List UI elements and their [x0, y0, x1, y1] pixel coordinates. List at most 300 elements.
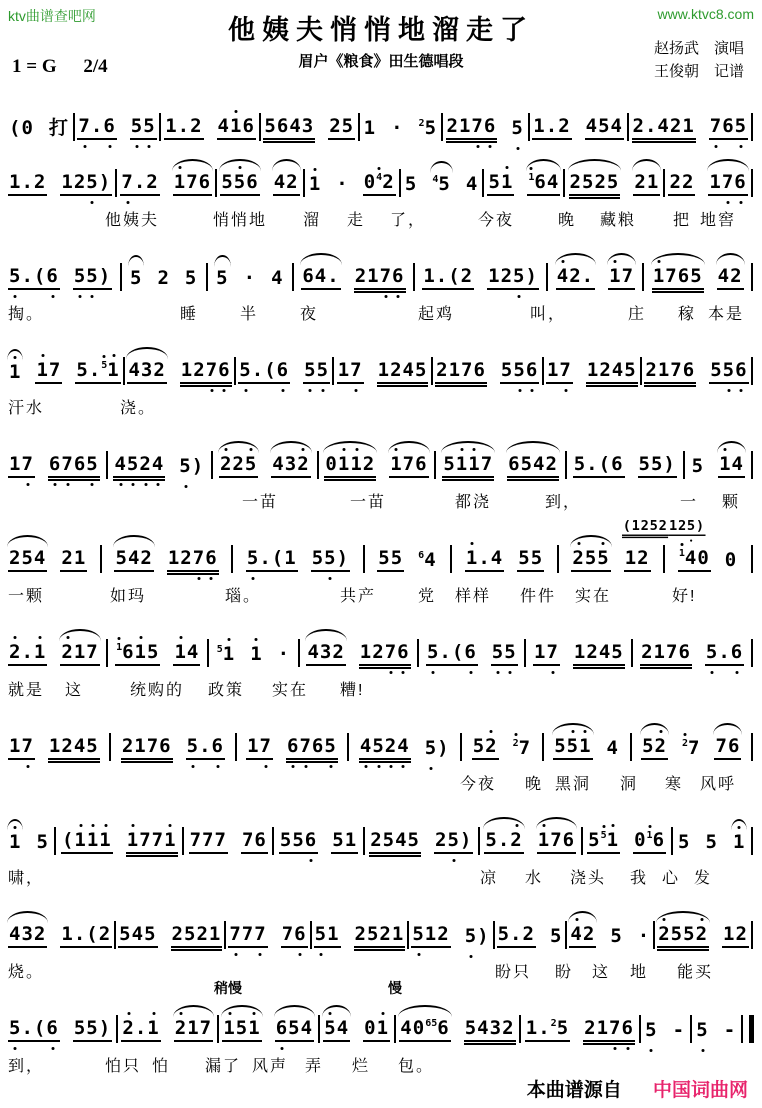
- note-char: 2: [193, 359, 206, 382]
- note-char: 2: [180, 547, 193, 570]
- measure: [220, 172, 299, 196]
- system-line-9: [8, 810, 754, 889]
- note-token-slur: [657, 924, 709, 948]
- note-char: 4: [217, 115, 230, 138]
- octave-dot-above: [178, 166, 181, 169]
- note-char: 2: [190, 115, 203, 138]
- measure: [484, 830, 576, 854]
- note-char: 2: [522, 923, 535, 946]
- note-char: 7: [665, 641, 679, 664]
- octave-dot-below: [711, 671, 714, 674]
- note-char: 5: [465, 926, 477, 948]
- note-char: 4: [400, 1017, 413, 1040]
- note-token-slur: [301, 266, 340, 290]
- note-token: [638, 454, 677, 478]
- note-char: 0: [412, 1017, 426, 1040]
- note-token: [418, 118, 438, 140]
- note-token: [411, 924, 450, 948]
- measure: [569, 172, 661, 196]
- barline: [751, 639, 753, 667]
- barline: [100, 545, 102, 573]
- note-token: [173, 642, 200, 666]
- barline: [417, 639, 419, 667]
- note-char: 1: [668, 517, 678, 534]
- note-char: 3: [319, 641, 333, 664]
- octave-dot-above: [542, 824, 545, 827]
- note-char: 2: [500, 265, 514, 288]
- note-char: 5: [497, 923, 511, 946]
- measure: [238, 360, 330, 384]
- note-token: [624, 548, 651, 572]
- note-token: [180, 360, 232, 384]
- barline: [751, 733, 753, 761]
- note-char: 4: [127, 547, 141, 570]
- note-token: [60, 548, 87, 572]
- note-token-slur: [220, 172, 259, 196]
- note-token: [354, 266, 406, 290]
- barline: [363, 827, 365, 855]
- note-char: ): [98, 1017, 112, 1040]
- note-token: [644, 360, 696, 384]
- note-char: 6: [302, 265, 315, 288]
- barline: [450, 545, 452, 573]
- note-char: 5: [723, 360, 735, 382]
- note-char: 5: [518, 547, 531, 570]
- note-token: [303, 360, 330, 384]
- note-char: .: [21, 171, 34, 194]
- barline: [546, 263, 548, 291]
- octave-dot-below: [390, 765, 393, 768]
- barline: [493, 921, 495, 949]
- note-char: 6: [534, 171, 547, 194]
- note-char: 4: [307, 641, 320, 664]
- note-token: [404, 174, 418, 196]
- note-char: 4: [657, 115, 670, 138]
- octave-dot-below: [377, 765, 380, 768]
- lyric-syllable: 地窖: [700, 212, 737, 229]
- octave-dot-below: [54, 483, 57, 486]
- note-char: .: [199, 735, 212, 758]
- note-token: [573, 642, 625, 666]
- note-char: 2: [582, 923, 596, 946]
- note-char: 6: [415, 453, 428, 476]
- note-char: 7: [385, 642, 397, 664]
- barline: [298, 639, 300, 667]
- note-char: ·: [336, 173, 349, 196]
- octave-dot-below: [91, 295, 94, 298]
- note-char: 7: [715, 735, 728, 758]
- octave-dot-below: [252, 577, 255, 580]
- octave-dot-above: [179, 636, 182, 639]
- note-char: 4: [610, 115, 623, 138]
- octave-dot-below: [91, 201, 94, 204]
- note-char: (: [451, 641, 465, 664]
- note-token: [705, 642, 744, 666]
- note-char: 4: [114, 454, 126, 476]
- note-char: 5: [187, 736, 199, 758]
- octave-dot-below: [496, 671, 499, 674]
- system-line-4: [8, 340, 754, 419]
- site-url-right: www.ktvc8.com: [657, 6, 754, 22]
- barline: [73, 113, 75, 141]
- note-char: 5: [86, 266, 98, 288]
- octave-dot-below: [197, 577, 200, 580]
- note-char: 5: [324, 548, 336, 570]
- octave-dot-above: [235, 110, 238, 113]
- note-char: 6: [49, 454, 61, 476]
- note-char: 5: [554, 735, 567, 758]
- note-token: [472, 736, 499, 760]
- lyrics-row: [8, 583, 754, 607]
- note-char: 5: [378, 547, 391, 570]
- measure: [164, 116, 256, 140]
- measure: [222, 1018, 314, 1042]
- note-char: 2: [140, 547, 153, 570]
- octave-dot-below: [417, 953, 420, 956]
- measure: [668, 172, 747, 196]
- measure: [8, 172, 112, 196]
- note-char: 1: [174, 172, 186, 194]
- lyric-syllable: 这: [592, 964, 611, 981]
- note-char: (: [271, 547, 285, 570]
- note-char: 1: [9, 171, 22, 194]
- measure: [487, 172, 560, 196]
- note-char: 2: [460, 265, 474, 288]
- note-char: 7: [518, 737, 532, 760]
- octave-dot-above: [253, 1012, 256, 1015]
- note-char: 5: [129, 267, 143, 290]
- note-token: [517, 548, 544, 572]
- note-char: 4: [477, 1017, 490, 1040]
- lyric-syllable: 浇。: [120, 400, 157, 417]
- note-char: .: [73, 923, 87, 946]
- octave-dot-above: [103, 355, 106, 358]
- note-char: 5: [567, 736, 579, 758]
- barline: [581, 827, 583, 855]
- note-token: [363, 172, 396, 196]
- note-char: 1: [9, 453, 22, 476]
- note-token: [8, 266, 60, 290]
- notation-row: [8, 1015, 754, 1042]
- lyric-syllable: 黑洞: [555, 776, 592, 793]
- note-char: 1: [424, 923, 438, 946]
- note-token: [243, 268, 257, 290]
- note-token: [311, 548, 350, 572]
- note-char: 2: [196, 923, 209, 946]
- note-char: ·: [243, 267, 257, 290]
- note-char: 2: [33, 923, 47, 946]
- note-char: 2: [669, 171, 682, 194]
- note-char: 5: [311, 547, 325, 570]
- measure: [219, 454, 311, 478]
- barline: [303, 169, 305, 197]
- lyric-syllable: 藏粮: [600, 212, 637, 229]
- lyric-syllable: 漏了: [205, 1058, 242, 1075]
- note-char: 1: [501, 172, 513, 194]
- note-token: [609, 926, 623, 948]
- barline: [528, 113, 530, 141]
- note-char: 2: [485, 736, 497, 758]
- note-token: [73, 266, 112, 290]
- octave-dot-above: [659, 730, 662, 733]
- note-token: [363, 1018, 390, 1042]
- note-token: [354, 924, 406, 948]
- note-token: [359, 736, 411, 760]
- note-token: [8, 454, 35, 478]
- measure: [121, 736, 225, 760]
- note-token-slur: [324, 454, 376, 478]
- octave-dot-below: [714, 145, 717, 148]
- note-char: -: [723, 1019, 737, 1042]
- note-char: 2: [634, 171, 647, 194]
- measure: [553, 736, 620, 760]
- note-char: 5: [412, 924, 424, 946]
- note-token: [422, 266, 474, 290]
- note-token: [587, 830, 620, 854]
- note-token: [156, 268, 170, 290]
- notation-row: [8, 357, 754, 384]
- note-char: 4: [570, 924, 582, 946]
- note-char: 1: [534, 641, 547, 664]
- octave-dot-below: [14, 1047, 17, 1050]
- note-char: 2: [640, 517, 650, 534]
- note-char: 1: [135, 642, 147, 664]
- note-token-slur: [8, 362, 22, 384]
- note-char: 5: [691, 455, 705, 478]
- barline: [394, 1015, 396, 1043]
- lyric-syllable: 溜: [303, 212, 322, 229]
- octave-dot-above: [179, 1012, 182, 1015]
- note-char: 2: [379, 923, 392, 946]
- note-char: 7: [121, 172, 133, 194]
- note-char: 2: [98, 923, 112, 946]
- note-token-slur: [442, 454, 494, 478]
- lyric-syllable: 洞: [620, 776, 639, 793]
- barline: [347, 733, 349, 761]
- octave-dot-below: [564, 389, 567, 392]
- note-char: 1: [134, 735, 147, 758]
- note-token: [189, 830, 228, 854]
- note-char: 5: [735, 116, 747, 138]
- note-char: 7: [550, 829, 563, 852]
- note-token: [465, 174, 479, 196]
- note-char: (: [61, 829, 75, 852]
- note-char: 4: [152, 454, 164, 476]
- lyrics-row: [8, 395, 754, 419]
- note-char: 5: [341, 115, 355, 138]
- note-char: 7: [214, 829, 227, 852]
- note-char: 4: [271, 267, 284, 290]
- note-char: 5: [390, 547, 404, 570]
- note-char: 5: [184, 267, 198, 290]
- note-token-slur: [8, 548, 47, 572]
- note-token: [722, 924, 749, 948]
- note-char: 7: [380, 266, 392, 288]
- note-char: 5: [645, 1020, 657, 1042]
- octave-dot-below: [83, 145, 86, 148]
- note-char: 2: [502, 1017, 515, 1040]
- note-char: 5: [464, 1017, 478, 1040]
- barline: [663, 169, 665, 197]
- barline: [115, 169, 117, 197]
- note-char: .: [586, 453, 599, 476]
- note-token: [120, 172, 159, 196]
- measure: [691, 454, 745, 478]
- octave-dot-below: [299, 953, 302, 956]
- octave-dot-above: [169, 824, 172, 827]
- note-token: [640, 642, 692, 666]
- note-token: [691, 456, 705, 478]
- octave-dot-below: [626, 1047, 629, 1050]
- note-char: 4: [533, 453, 546, 476]
- lyrics-row: [8, 301, 754, 325]
- note-char: 2: [696, 924, 708, 946]
- note-char: (: [598, 453, 612, 476]
- grace-digit: 5: [216, 644, 223, 656]
- note-char: 5: [119, 923, 132, 946]
- note-char: 5: [597, 548, 609, 570]
- octave-dot-below: [310, 859, 313, 862]
- note-char: 2: [297, 454, 309, 476]
- measure: [314, 924, 406, 948]
- note-char: 5: [447, 830, 459, 852]
- note-char: 6: [277, 360, 289, 382]
- note-char: 0: [21, 117, 34, 140]
- lyric-syllable: 烂: [352, 1058, 371, 1075]
- note-token: [644, 1020, 658, 1042]
- note-char: 5: [500, 359, 514, 382]
- lyric-syllable: 好!: [672, 588, 697, 605]
- octave-dot-above: [658, 260, 661, 263]
- note-char: 1: [284, 547, 297, 570]
- note-char: 5: [511, 118, 523, 140]
- grace-digit: 1: [647, 830, 653, 842]
- barline: [631, 639, 633, 667]
- measure: [532, 116, 624, 140]
- measure: [337, 360, 429, 384]
- note-char: 5: [73, 1017, 87, 1040]
- note-char: 1: [423, 265, 436, 288]
- lyric-syllable: 糟!: [340, 682, 365, 699]
- barline: [363, 545, 365, 573]
- note-char: 2: [61, 735, 74, 758]
- note-char: 0: [364, 1017, 377, 1040]
- lyric-syllable: 烧。: [8, 964, 45, 981]
- octave-dot-above: [724, 448, 727, 451]
- measure: [323, 1018, 390, 1042]
- barline: [542, 733, 544, 761]
- lyric-syllable: 今夜: [478, 212, 515, 229]
- measure: [695, 1020, 737, 1042]
- note-char: 7: [402, 453, 416, 476]
- note-char: 7: [480, 453, 494, 476]
- note-char: 6: [473, 359, 486, 382]
- octave-dot-above: [473, 448, 476, 451]
- note-char: 2: [637, 547, 650, 570]
- note-char: 0: [724, 549, 738, 572]
- octave-dot-above: [314, 168, 317, 171]
- note-char: 6: [611, 453, 624, 476]
- note-token: [417, 550, 437, 572]
- note-char: 5: [234, 172, 246, 194]
- lyric-syllable: 晚: [558, 212, 577, 229]
- note-char: 4: [314, 265, 328, 288]
- note-token: [263, 116, 315, 140]
- note-char: 6: [652, 829, 666, 852]
- note-char: 2: [572, 548, 584, 570]
- system-line-10: [8, 904, 754, 983]
- octave-dot-above: [14, 636, 17, 639]
- note-char: 7: [670, 359, 683, 382]
- octave-dot-below: [736, 671, 739, 674]
- barline: [292, 263, 294, 291]
- note-token: [8, 1018, 60, 1042]
- note-char: 5: [425, 738, 437, 760]
- note-char: 6: [464, 642, 476, 664]
- note-token: [435, 360, 487, 384]
- octave-dot-below: [329, 577, 332, 580]
- note-char: 7: [21, 454, 33, 476]
- note-token: [335, 174, 349, 196]
- note-char: 5: [598, 115, 611, 138]
- note-token: [8, 172, 47, 196]
- octave-dot-below: [91, 483, 94, 486]
- note-char: 2: [569, 265, 582, 288]
- measure: [216, 644, 291, 666]
- note-char: 6: [218, 360, 230, 382]
- barline: [434, 451, 436, 479]
- note-char: 2: [681, 171, 695, 194]
- note-char: 4: [186, 641, 200, 664]
- note-char: 2: [436, 359, 449, 382]
- lyric-syllable: 悄悄地: [213, 212, 268, 229]
- note-token: [118, 924, 157, 948]
- measure: [546, 360, 638, 384]
- note-token: [8, 736, 35, 760]
- lyric-syllable: 本是: [708, 306, 745, 323]
- barline: [441, 113, 443, 141]
- measure: [115, 642, 200, 666]
- note-char: 7: [241, 829, 255, 852]
- octave-dot-below: [402, 765, 405, 768]
- source-site-link[interactable]: 中国词曲网: [652, 1080, 748, 1101]
- barline: [211, 451, 213, 479]
- note-char: 6: [311, 735, 325, 758]
- note-token: [363, 118, 377, 140]
- note-char: 1: [573, 641, 587, 664]
- note-char: 2: [545, 453, 558, 476]
- lyric-syllable: 凉: [480, 870, 499, 887]
- note-char: 1: [247, 735, 260, 758]
- note-char: 7: [299, 736, 311, 758]
- note-char: 5: [144, 923, 157, 946]
- lyrics-row: [8, 771, 754, 795]
- octave-dot-above: [239, 166, 242, 169]
- lyric-syllable: 盼: [555, 964, 574, 981]
- note-token-slur: [641, 736, 668, 760]
- measure: [442, 454, 559, 478]
- note-char: 0: [634, 829, 647, 852]
- lyric-syllable: 夜: [300, 306, 319, 323]
- lyric-syllable: 到，: [545, 494, 582, 511]
- measure: [301, 266, 405, 290]
- note-char: 2: [232, 453, 245, 476]
- note-char: 2: [220, 454, 232, 476]
- note-char: 5: [245, 454, 257, 476]
- barline: [109, 733, 111, 761]
- note-char: 5: [404, 173, 418, 196]
- note-char: ): [695, 517, 705, 534]
